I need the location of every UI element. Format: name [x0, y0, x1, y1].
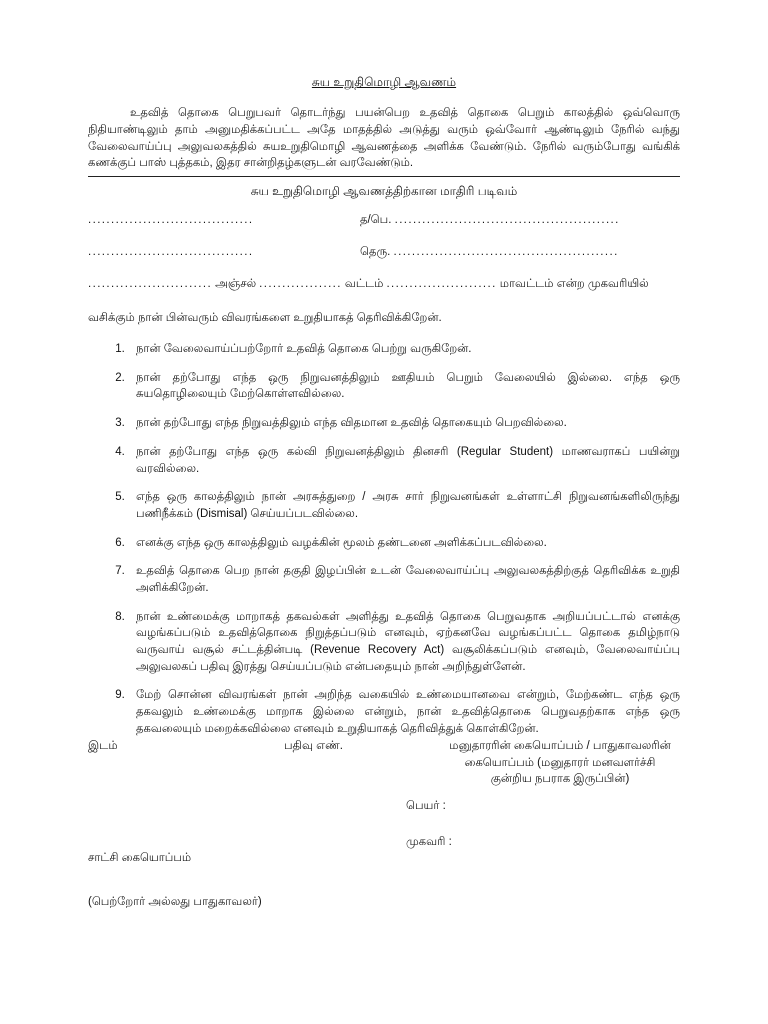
- form-subtitle: சுய உறுதிமொழி ஆவணத்திற்கான மாதிரி படிவம்: [250, 184, 518, 199]
- divider-line: [88, 176, 680, 177]
- place-label: இடம்: [88, 740, 118, 752]
- point-item: 2. நான் தற்போது எந்த ஒரு நிறுவனத்திலும் ஊதியம் பெறும் வேலையில் இல்லை. எந்த ஒரு சுயதொழிலையும் மேற்கொள்ளவில்லை.: [128, 370, 680, 403]
- street-field-dots: .................................................: [393, 246, 619, 259]
- declaration-points: [88, 341, 680, 737]
- name-field-dots: ....................................: [88, 214, 254, 227]
- applicant-line-1: மனுதாரரின் கையொப்பம் / பாதுகாவலரின்: [449, 740, 671, 752]
- door-street-row: [88, 244, 680, 276]
- father-label: த/பெ.: [360, 214, 392, 227]
- registration-label: பதிவு எண்.: [284, 740, 343, 752]
- point-item: 6. எனக்கு எந்த ஒரு காலத்திலும் வழக்கின் மூலம் தண்டனை அளிக்கப்படவில்லை.: [128, 535, 680, 552]
- point-item: 5. எந்த ஒரு காலத்திலும் நான் அரசுத்துறை / அரசு சார் நிறுவனங்கள் உள்ளாட்சி நிறுவனங்களிலிருந்து பணிநீக்கம் (Dismisal) செய்யப்படவில்லை.: [128, 489, 680, 522]
- address-label: முகவரி :: [406, 836, 452, 848]
- taluk-dots: ........................: [386, 278, 497, 291]
- applicant-line-3: குன்றிய நபராக இருப்பின்): [490, 773, 630, 786]
- point-item: 3. நான் தற்போது எந்த நிறுவத்திலும் எந்த விதமான உதவித் தொகையும் பெறவில்லை.: [128, 415, 680, 432]
- district-label: மாவட்டம் என்ற முகவரியில்: [499, 278, 649, 291]
- street-label: தெரு.: [360, 246, 391, 259]
- document-title: சுய உறுதிமொழி ஆவணம்: [311, 75, 457, 89]
- point-item: 4. நான் தற்போது எந்த ஒரு கல்வி நிறுவனத்திலும் தினசரி (Regular Student) மாணவராகப் பயின்று வரவில்லை.: [128, 444, 680, 477]
- applicant-line-2: கையொப்பம் (மனுதாரர் மனவளர்ச்சி: [464, 756, 656, 769]
- post-label: அஞ்சல்: [215, 278, 257, 291]
- point-item: 1. நான் வேலைவாய்ப்பற்றோர் உதவித் தொகை பெற்று வருகிறேன்.: [128, 341, 680, 358]
- father-field-dots: .................................................: [394, 214, 620, 227]
- witness-signature-label: சாட்சி கையொப்பம்: [88, 852, 192, 864]
- point-item: 8. நான் உண்மைக்கு மாறாகத் தகவல்கள் அளித்து உதவித் தொகை பெறுவதாக அறியப்பட்டால் எனக்கு வழங்கப்படும் உதவித்தொகை நிறுத்தப்படும் எனவும், ஏற்கனவே வழங்கப்பட்ட தொகை தமிழ்நாடு வருவாய் வசூல் சட்டத்தின்படி (Revenue Recovery Act) வசூலிக்கப்படும் எனவும், வேலைவாய்ப்பு அலுவலகப் பதிவு இரத்து செய்யப்படும் என்பதையும் நான் அறிந்துள்ளேன்.: [128, 609, 680, 676]
- name-father-row: [88, 212, 680, 244]
- intro-paragraph: உதவித் தொகை பெறுபவர் தொடர்ந்து பயன்பெற உதவித் தொகை பெறும் காலத்தில் ஒவ்வொரு நிதியாண்டிலும் தாம் அனுமதிக்கப்பட்ட அதே மாதத்தில் அடுத்து வரும் ஒவ்வோர் ஆண்டிலும் நேரில் வந்து வேலைவாய்ப்பு அலுவலகத்தில் சுயஉறுதிமொழி ஆவணத்தை அளிக்க வேண்டும். நேரில் வரும்போது வங்கிக் கணக்குப் பாஸ் புத்தகம், இதர சான்றிதழ்களுடன் வரவேண்டும்.: [88, 107, 680, 170]
- signature-block: [88, 738, 680, 938]
- father-field: [360, 212, 680, 229]
- declaration-line: வசிக்கும் நான் பின்வரும் விவரங்களை உறுதியாகத் தெரிவிக்கிறேன்.: [88, 312, 442, 325]
- street-field: [360, 244, 680, 261]
- point-item: 9. மேற் சொன்ன விவரங்கள் நான் அறிந்த வகையில் உண்மையானவை என்றும், மேற்கண்ட எந்த ஒரு தகவலும் உண்மைக்கு மாறாக இல்லை என்றும், நான் உதவித்தொகை பெறுவதற்காக எந்த ஒரு தகவலையும் மறைக்கவில்லை எனவும் உறுதியாகத் தெரிவித்துக் கொள்கிறேன்.: [128, 687, 680, 737]
- address-row: [88, 276, 680, 310]
- door-field-dots: ....................................: [88, 246, 254, 259]
- village-dots: ...........................: [88, 278, 213, 291]
- applicant-signature: [440, 738, 680, 788]
- taluk-label: வட்டம்: [344, 278, 384, 291]
- affidavit-page: [88, 74, 680, 908]
- parent-guardian-label: (பெற்றோர் அல்லது பாதுகாவலர்): [88, 896, 262, 908]
- name-label: பெயர் :: [406, 800, 446, 812]
- point-item: 7. உதவித் தொகை பெற நான் தகுதி இழப்பின் உடன் வேலைவாய்ப்பு அலுவலகத்திற்குத் தெரிவிக்க உறுதி அளிக்கிறேன்.: [128, 563, 680, 596]
- post-dots: ..................: [259, 278, 342, 291]
